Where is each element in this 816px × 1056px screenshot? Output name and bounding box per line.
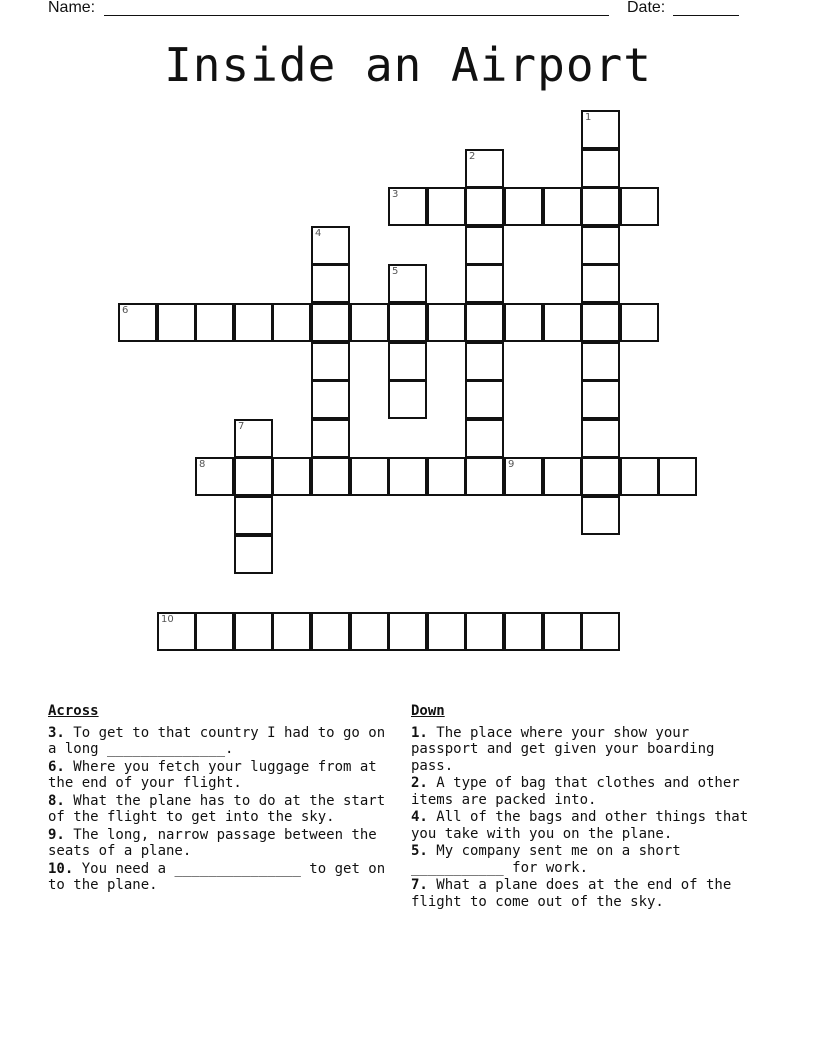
grid-cell[interactable] [620, 303, 659, 342]
grid-cell[interactable] [311, 303, 350, 342]
grid-cell[interactable] [543, 612, 582, 651]
grid-cell[interactable] [272, 612, 311, 651]
grid-cell[interactable] [581, 226, 620, 265]
grid-cell[interactable] [658, 457, 697, 496]
across-clue [48, 793, 393, 826]
cell-number: 7 [238, 421, 245, 432]
cell-number: 1 [585, 112, 592, 123]
grid-cell[interactable] [543, 303, 582, 342]
cell-number: 6 [122, 305, 129, 316]
name-label-text: Name: [48, 0, 96, 16]
grid-cell[interactable] [581, 149, 620, 188]
grid-cell[interactable] [350, 457, 389, 496]
grid-cell[interactable] [465, 264, 504, 303]
grid-cell[interactable] [234, 612, 273, 651]
clue-number: 9. [48, 826, 65, 843]
cell-number: 4 [315, 228, 322, 239]
down-clue [411, 775, 761, 808]
cell-number: 8 [199, 459, 206, 470]
across-clue [48, 861, 393, 894]
grid-cell[interactable] [465, 303, 504, 342]
cell-number: 3 [392, 189, 399, 200]
grid-cell[interactable] [465, 342, 504, 381]
grid-cell[interactable] [350, 612, 389, 651]
grid-cell[interactable] [581, 380, 620, 419]
grid-cell[interactable] [311, 419, 350, 458]
down-clue [411, 877, 761, 910]
grid-cell[interactable] [427, 303, 466, 342]
grid-cell[interactable] [157, 303, 196, 342]
clue-text: A type of bag that clothes and other items are packed into. [411, 775, 740, 808]
across-clues [48, 703, 393, 895]
clue-number: 2. [411, 775, 428, 791]
clue-text: My company sent me on a short ___________ for work. [411, 843, 681, 876]
puzzle-title: Inside an Airport [164, 38, 652, 92]
grid-cell[interactable] [388, 264, 427, 303]
grid-cell[interactable] [465, 612, 504, 651]
grid-cell[interactable] [581, 187, 620, 226]
grid-cell[interactable] [465, 457, 504, 496]
grid-cell[interactable] [581, 496, 620, 535]
clue-text: The long, narrow passage between the seats of a plane. [48, 826, 377, 859]
cell-number: 2 [469, 151, 476, 162]
across-clue-list [48, 725, 393, 894]
grid-cell[interactable] [504, 187, 543, 226]
grid-cell[interactable] [388, 380, 427, 419]
grid-cell[interactable] [427, 457, 466, 496]
clue-number: 7. [411, 877, 428, 893]
grid-cell[interactable] [388, 342, 427, 381]
grid-cell[interactable] [350, 303, 389, 342]
grid-cell[interactable] [234, 457, 273, 496]
clue-number: 8. [48, 792, 65, 809]
clue-number: 10. [48, 860, 74, 877]
across-heading: Across [48, 703, 99, 719]
grid-cell[interactable] [465, 226, 504, 265]
grid-cell[interactable] [543, 457, 582, 496]
grid-cell[interactable] [504, 303, 543, 342]
grid-cell[interactable] [388, 457, 427, 496]
down-clue [411, 725, 761, 775]
grid-cell[interactable] [195, 457, 234, 496]
grid-cell[interactable] [195, 303, 234, 342]
clue-text: To get to that country I had to go on a long ______________. [48, 724, 386, 757]
grid-cell[interactable] [581, 110, 620, 149]
clue-text: The place where your show your passport and get given your boarding pass. [411, 724, 715, 774]
grid-cell[interactable] [234, 535, 273, 574]
grid-cell[interactable] [620, 457, 659, 496]
grid-cell[interactable] [388, 187, 427, 226]
cell-number: 10 [161, 614, 174, 625]
across-clue [48, 759, 393, 792]
grid-cell[interactable] [118, 303, 157, 342]
grid-cell[interactable] [311, 612, 350, 651]
down-heading: Down [411, 703, 445, 719]
grid-cell[interactable] [311, 264, 350, 303]
grid-cell[interactable] [581, 612, 620, 651]
clue-number: 3. [48, 724, 65, 741]
grid-cell[interactable] [195, 612, 234, 651]
grid-cell[interactable] [311, 226, 350, 265]
cell-number: 9 [508, 459, 515, 470]
grid-cell[interactable] [388, 303, 427, 342]
down-clue [411, 843, 761, 876]
grid-cell[interactable] [543, 187, 582, 226]
grid-cell[interactable] [465, 187, 504, 226]
grid-cell[interactable] [465, 149, 504, 188]
grid-cell[interactable] [234, 496, 273, 535]
cell-number: 5 [392, 266, 399, 277]
grid-cell[interactable] [234, 419, 273, 458]
clue-text: What a plane does at the end of the flight to come out of the sky. [411, 877, 732, 910]
grid-cell[interactable] [504, 612, 543, 651]
grid-cell[interactable] [311, 380, 350, 419]
down-clue [411, 809, 761, 842]
clue-text: You need a _______________ to get on to the plane. [48, 860, 386, 893]
grid-cell[interactable] [581, 342, 620, 381]
grid-cell[interactable] [620, 187, 659, 226]
grid-cell[interactable] [388, 612, 427, 651]
grid-cell[interactable] [504, 457, 543, 496]
clue-text: What the plane has to do at the start of the flight to get into the sky. [48, 792, 386, 825]
grid-cell[interactable] [311, 342, 350, 381]
clue-number: 5. [411, 843, 428, 859]
clue-text: Where you fetch your luggage from at the end of your flight. [48, 758, 377, 791]
down-clues [411, 703, 761, 911]
grid-cell[interactable] [311, 457, 350, 496]
clue-number: 1. [411, 724, 428, 741]
grid-cell[interactable] [581, 303, 620, 342]
across-clue [48, 725, 393, 758]
grid-cell[interactable] [427, 612, 466, 651]
clue-number: 6. [48, 758, 65, 775]
grid-cell[interactable] [465, 380, 504, 419]
grid-cell[interactable] [581, 457, 620, 496]
date-label-text: Date: [627, 0, 666, 16]
down-clue-list [411, 725, 761, 911]
grid-cell[interactable] [581, 419, 620, 458]
grid-cell[interactable] [272, 303, 311, 342]
clue-text: All of the bags and other things that you take with you on the plane. [411, 809, 749, 842]
grid-cell[interactable] [465, 419, 504, 458]
across-clue [48, 827, 393, 860]
grid-cell[interactable] [234, 303, 273, 342]
grid-cell[interactable] [272, 457, 311, 496]
grid-cell[interactable] [427, 187, 466, 226]
clue-number: 4. [411, 809, 428, 825]
grid-cell[interactable] [157, 612, 196, 651]
grid-cell[interactable] [581, 264, 620, 303]
